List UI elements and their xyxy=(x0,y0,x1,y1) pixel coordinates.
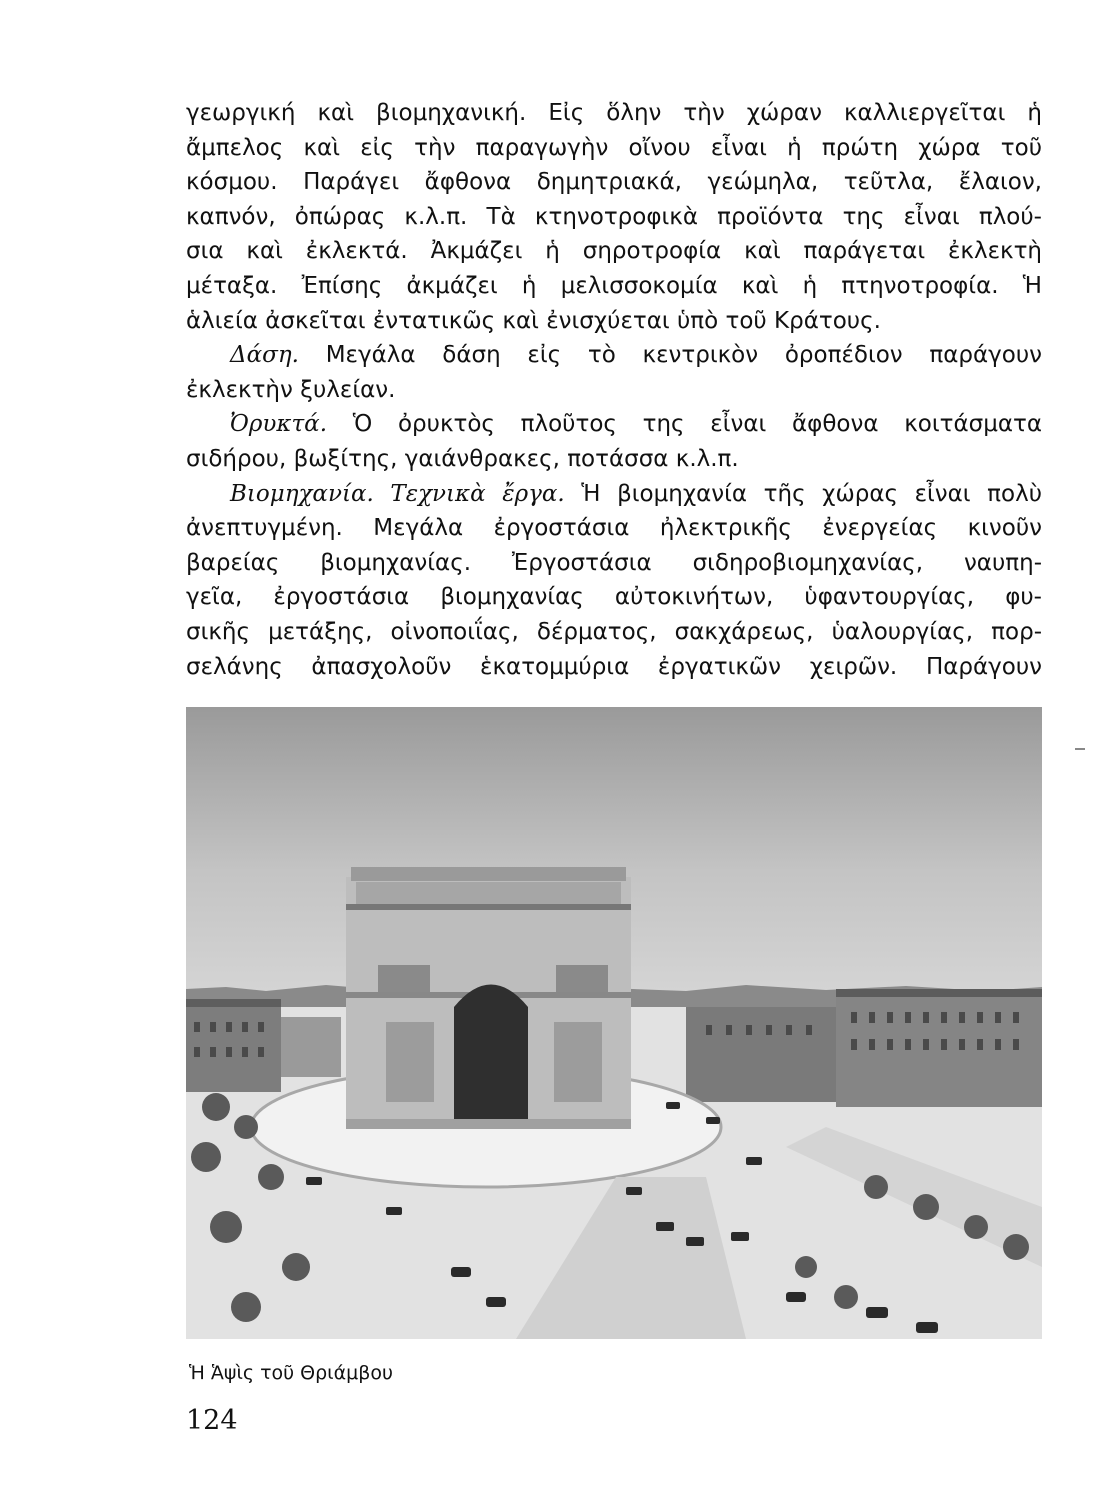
text-line xyxy=(186,407,1042,442)
text-span: Ἡ βιομηχανία τῆς χώρας εἶναι πολὺ xyxy=(581,480,1042,507)
photo-illustration xyxy=(186,707,1042,1339)
text-line xyxy=(186,477,1042,512)
section-heading-industry: Βιομηχανία. xyxy=(230,480,374,507)
text-line: γεῖα, ἐργοστάσια βιομηχανίας αὐτοκινήτων, ὑφαντουργίας, φυ- xyxy=(186,584,1042,611)
text-line: ἀνεπτυγμένη. Μεγάλα ἐργοστάσια ἠλεκτρικῆς ἐνεργείας κινοῦν xyxy=(186,515,1042,542)
text-line: ἐκλεκτὴν ξυλείαν. xyxy=(186,376,396,403)
text-line: καπνόν, ὀπώρας κ.λ.π. Τὰ κτηνοτροφικὰ προϊόντα της εἶναι πλού- xyxy=(186,203,1042,230)
section-heading-minerals: Ὀρυκτά. xyxy=(230,411,328,438)
text-line: μέταξα. Ἐπίσης ἀκμάζει ἡ μελισσοκομία καὶ ἡ πτηνοτροφία. Ἡ xyxy=(186,272,1042,299)
text-line: σελάνης ἀπασχολοῦν ἑκατομμύρια ἐργατικῶν χειρῶν. Παράγουν xyxy=(186,653,1042,680)
text-line: γεωργική καὶ βιομηχανική. Εἰς ὅλην τὴν χώραν καλλιεργεῖται ἡ xyxy=(186,100,1042,126)
page-number: 124 xyxy=(186,1405,238,1436)
margin-mark xyxy=(1075,748,1085,750)
text-line: ἄμπελος καὶ εἰς τὴν παραγωγὴν οἴνου εἶναι ἡ πρώτη χώρα τοῦ xyxy=(186,134,1042,161)
text-line: βαρείας βιομηχανίας. Ἐργοστάσια σιδηροβιομηχανίας, ναυπη- xyxy=(186,549,1042,576)
text-line: κόσμου. Παράγει ἄφθονα δημητριακά, γεώμηλα, τεῦτλα, ἔλαιον, xyxy=(186,169,1042,196)
text-line: σια καὶ ἐκλεκτά. Ἀκμάζει ἡ σηροτροφία καὶ παράγεται ἐκλεκτὴ xyxy=(186,238,1042,265)
text-line: ἁλιεία ἀσκεῖται ἐντατικῶς καὶ ἐνισχύεται ὑπὸ τοῦ Κράτους. xyxy=(186,307,881,334)
photo-caption: Ἡ Ἁψὶς τοῦ Θριάμβου xyxy=(189,1362,393,1384)
triumphal-arch xyxy=(346,867,631,1129)
body-text xyxy=(186,96,1042,684)
text-line: σικῆς μετάξης, οἰνοποιΐας, δέρματος, σακχάρεως, ὑαλουργίας, πορ- xyxy=(186,618,1042,645)
text-span: Μεγάλα δάση εἰς τὸ κεντρικὸν ὀροπέδιον παράγουν xyxy=(325,342,1042,369)
section-heading-technical-works: Τεχνικὰ ἔργα. xyxy=(390,480,565,507)
arc-de-triomphe-photo xyxy=(186,707,1042,1339)
text-span: Ὁ ὀρυκτὸς πλοῦτος της εἶναι ἄφθονα κοιτάσματα xyxy=(352,411,1042,438)
section-heading-forests: Δάση. xyxy=(230,342,299,369)
text-line: σιδήρου, βωξίτης, γαιάνθρακες, ποτάσσα κ.λ.π. xyxy=(186,445,739,472)
text-line xyxy=(186,338,1042,373)
